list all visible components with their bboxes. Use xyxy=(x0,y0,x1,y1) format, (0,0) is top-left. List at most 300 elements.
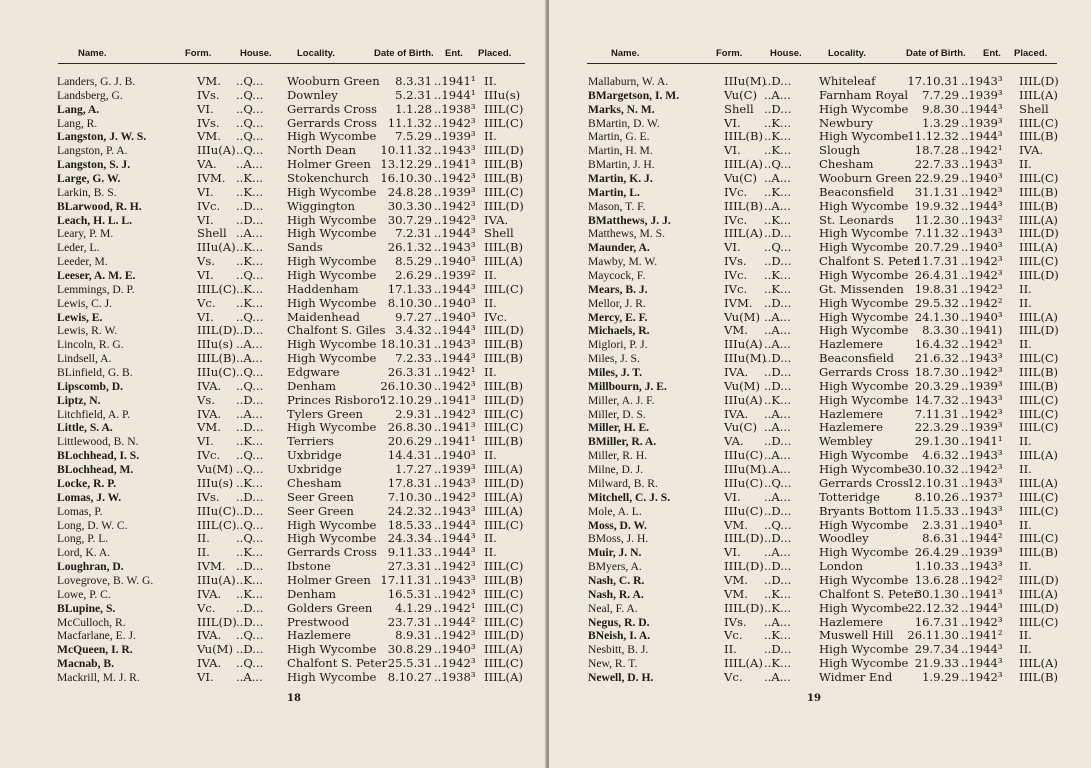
cell-ent: ..1943³ xyxy=(961,226,1003,241)
cell-form: IIIu(C) xyxy=(724,503,764,518)
cell-placed: II. xyxy=(484,74,497,88)
table-row xyxy=(549,158,1091,172)
cell-locality: North Dean xyxy=(287,143,357,158)
cell-ent: ..1939³ xyxy=(961,545,1003,560)
cell-form: IIIu(M) xyxy=(724,351,767,366)
table-row xyxy=(0,532,547,546)
cell-dob: 21.9.33 xyxy=(914,656,959,671)
cell-dob: 8.6.31 xyxy=(922,531,959,546)
cell-dob: 11.7.31 xyxy=(914,254,959,269)
table-row xyxy=(0,103,547,117)
cell-name: New, R. T. xyxy=(588,657,638,671)
cell-locality: Tylers Green xyxy=(287,406,364,421)
cell-placed: II. xyxy=(1019,628,1032,643)
cell-ent: ..1944³ xyxy=(961,198,1003,213)
header-ent: Ent. xyxy=(445,48,463,59)
cell-form: VM. xyxy=(724,586,748,601)
cell-placed: IIIL(C) xyxy=(484,614,524,629)
cell-placed: IIIL(B) xyxy=(1019,129,1059,144)
cell-house: ..Q... xyxy=(236,365,264,380)
cell-placed: IIIL(D) xyxy=(1019,600,1059,615)
cell-placed: IVc. xyxy=(484,309,508,324)
cell-form: IVs. xyxy=(724,254,747,269)
cell-name: BLochhead, M. xyxy=(57,463,134,477)
cell-placed: IIIL(B) xyxy=(484,434,524,449)
cell-name: Mears, B. J. xyxy=(588,282,648,296)
cell-ent: ..1942³ xyxy=(434,489,476,504)
cell-dob: 16.7.31 xyxy=(914,614,959,629)
cell-ent: ..1942³ xyxy=(961,337,1003,352)
table-row xyxy=(549,532,1091,546)
cell-placed: IIIL(A) xyxy=(1019,448,1058,463)
cell-name: BMoss, J. H. xyxy=(588,532,649,546)
cell-name: BMatthews, J. J. xyxy=(588,213,671,227)
cell-locality: Stokenchurch xyxy=(287,171,369,186)
cell-name: Mason, T. F. xyxy=(588,199,646,213)
table-row xyxy=(549,602,1091,616)
cell-name: Mallaburn, W. A. xyxy=(588,75,669,88)
cell-dob: 29.1.30 xyxy=(914,434,959,449)
table-row xyxy=(0,283,547,297)
cell-locality: Golders Green xyxy=(287,600,373,615)
cell-placed: IIIL(C) xyxy=(1019,115,1059,130)
cell-name: Lang, R. xyxy=(57,116,98,130)
cell-form: IIIu(C) xyxy=(197,365,237,380)
cell-house: ..K... xyxy=(764,129,792,144)
cell-locality: Gerrards Cross xyxy=(819,475,910,490)
cell-form: Vu(C) xyxy=(724,420,758,435)
cell-placed: II. xyxy=(1019,281,1032,296)
cell-placed: IIIL(C) xyxy=(1019,351,1059,366)
cell-form: IVA. xyxy=(724,406,749,421)
cell-house: ..A... xyxy=(764,198,791,213)
cell-form: VI. xyxy=(724,115,741,130)
cell-dob: 22.12.32 xyxy=(907,600,959,615)
cell-name: Langston, S. J. xyxy=(57,158,131,172)
header-name: Name. xyxy=(78,48,107,59)
cell-name: BLinfield, G. B. xyxy=(57,366,133,380)
table-row xyxy=(0,75,547,89)
cell-placed: IIIL(C) xyxy=(484,559,524,574)
cell-name: Lomas, J. W. xyxy=(57,490,122,504)
cell-house: ..Q... xyxy=(236,309,264,324)
cell-house: ..D... xyxy=(764,559,792,574)
cell-dob: 8.5.29 xyxy=(395,254,432,269)
cell-placed: II. xyxy=(484,448,497,463)
cell-house: ..A... xyxy=(236,337,263,352)
cell-form: IIIu(s) xyxy=(197,475,234,490)
cell-name: Nash, C. R. xyxy=(588,573,645,587)
cell-placed: IIIL(C) xyxy=(1019,614,1059,629)
cell-locality: Muswell Hill xyxy=(819,628,894,643)
cell-house: ..Q... xyxy=(236,87,264,102)
cell-locality: High Wycombe xyxy=(819,656,909,671)
cell-dob: 12.10.29 xyxy=(380,392,432,407)
cell-ent: ..1942² xyxy=(961,295,1003,310)
cell-placed: IIIL(A) xyxy=(1019,240,1058,255)
table-row xyxy=(0,560,547,574)
cell-house: ..D... xyxy=(764,642,792,657)
table-row xyxy=(0,89,547,103)
cell-name: BNeish, I. A. xyxy=(588,629,651,643)
cell-locality: High Wycombe xyxy=(819,129,909,144)
cell-placed: IIIL(B) xyxy=(484,572,524,587)
cell-dob: 11.2.30 xyxy=(914,212,959,227)
cell-dob: 29.5.32 xyxy=(914,295,959,310)
cell-ent: ..1941³ xyxy=(961,586,1003,601)
cell-name: McCulloch, R. xyxy=(57,615,126,629)
cell-name: Muir, J. N. xyxy=(588,546,642,560)
table-row xyxy=(549,297,1091,311)
cell-house: ..D... xyxy=(764,351,792,366)
table-row xyxy=(0,200,547,214)
cell-house: ..A... xyxy=(764,614,791,629)
cell-locality: Chalfont S. Giles xyxy=(287,323,386,338)
table-row xyxy=(0,172,547,186)
cell-placed: IIIL(A) xyxy=(484,254,523,269)
cell-name: Littlewood, B. N. xyxy=(57,435,139,449)
cell-form: IVA. xyxy=(197,628,222,643)
cell-name: Miles, J. T. xyxy=(588,366,642,380)
cell-house: ..A... xyxy=(764,489,791,504)
cell-locality: Widmer End xyxy=(819,669,893,684)
cell-placed: IIIL(A) xyxy=(484,503,523,518)
cell-locality: High Wycombe xyxy=(819,198,909,213)
table-row xyxy=(0,616,547,630)
table-row xyxy=(549,491,1091,505)
cell-locality: High Wycombe xyxy=(819,448,909,463)
cell-dob: 10.11.32 xyxy=(380,143,432,158)
table-row xyxy=(0,352,547,366)
cell-dob: 17.8.31 xyxy=(387,475,432,490)
cell-ent: ..1942² xyxy=(961,572,1003,587)
cell-dob: 7.2.33 xyxy=(395,351,432,366)
cell-house: ..Q... xyxy=(236,129,264,144)
table-row xyxy=(549,283,1091,297)
cell-form: IIIL(D) xyxy=(724,600,764,615)
cell-ent: ..1941) xyxy=(961,323,1003,338)
cell-dob: 9.7.27 xyxy=(395,309,432,324)
cell-dob: 22.7.33 xyxy=(914,157,959,172)
cell-form: Vu(M) xyxy=(197,642,234,657)
table-row xyxy=(549,643,1091,657)
table-row xyxy=(0,130,547,144)
cell-placed: IIIL(B) xyxy=(1019,184,1059,199)
cell-ent: ..1944¹ xyxy=(434,87,476,102)
cell-ent: ..1942³ xyxy=(961,365,1003,380)
cell-dob: 4.6.32 xyxy=(922,448,959,463)
table-row xyxy=(0,671,547,685)
page-number: 19 xyxy=(807,693,821,704)
cell-locality: High Wycombe xyxy=(287,295,377,310)
header-name: Name. xyxy=(611,48,640,59)
cell-dob: 26.4.31 xyxy=(914,268,959,283)
cell-house: ..A... xyxy=(764,406,791,421)
cell-house: ..D... xyxy=(236,614,264,629)
cell-dob: 20.7.29 xyxy=(914,240,959,255)
cell-dob: 30.7.29 xyxy=(387,212,432,227)
cell-form: VI. xyxy=(724,545,741,560)
cell-dob: 7.5.29 xyxy=(395,129,432,144)
cell-dob: 18.5.33 xyxy=(387,517,432,532)
cell-name: Lindsell, A. xyxy=(57,352,112,366)
cell-dob: 26.3.31 xyxy=(387,365,432,380)
cell-form: IVA. xyxy=(197,656,222,671)
cell-locality: High Wycombe xyxy=(287,642,377,657)
cell-house: ..Q... xyxy=(236,517,264,532)
cell-form: VI. xyxy=(197,212,214,227)
cell-house: ..K... xyxy=(236,434,264,449)
cell-form: IVs. xyxy=(197,87,220,102)
cell-house: ..A... xyxy=(236,669,263,684)
table-row xyxy=(0,117,547,131)
table-row xyxy=(549,338,1091,352)
cell-form: IVM. xyxy=(197,559,226,574)
cell-house: ..D... xyxy=(764,378,792,393)
table-row xyxy=(0,546,547,560)
cell-dob: 7.11.31 xyxy=(914,406,959,421)
cell-house: ..K... xyxy=(236,572,264,587)
cell-placed: II. xyxy=(1019,337,1032,352)
table-row xyxy=(549,629,1091,643)
cell-house: ..D... xyxy=(236,489,264,504)
cell-house: ..D... xyxy=(236,212,264,227)
cell-house: ..K... xyxy=(764,268,792,283)
cell-locality: Hazlemere xyxy=(819,406,883,421)
cell-locality: Wooburn Green xyxy=(819,171,912,186)
cell-house: ..K... xyxy=(236,545,264,560)
cell-locality: High Wycombe xyxy=(819,378,909,393)
cell-form: Vc. xyxy=(724,628,743,643)
cell-locality: High Wycombe xyxy=(287,268,377,283)
cell-locality: Hazlemere xyxy=(819,614,883,629)
table-row xyxy=(0,366,547,380)
cell-house: ..K... xyxy=(236,475,264,490)
cell-ent: ..1944³ xyxy=(961,642,1003,657)
cell-name: Litchfield, A. P. xyxy=(57,407,131,421)
cell-form: IIIL(C) xyxy=(197,281,237,296)
cell-form: IIIu(A) xyxy=(724,392,763,407)
cell-dob: 7.10.30 xyxy=(387,489,432,504)
cell-ent: ..1944³ xyxy=(434,531,476,546)
cell-name: Mackrill, M. J. R. xyxy=(57,670,140,684)
cell-placed: IIIL(A) xyxy=(1019,475,1058,490)
cell-placed: IIIL(A) xyxy=(1019,309,1058,324)
cell-form: IIIu(C) xyxy=(724,448,764,463)
table-row xyxy=(0,449,547,463)
cell-dob: 2.3.31 xyxy=(922,517,959,532)
cell-ent: ..1943³ xyxy=(434,475,476,490)
cell-locality: Holmer Green xyxy=(287,157,371,172)
cell-name: Locke, R. P. xyxy=(57,476,117,490)
header-locality: Locality. xyxy=(828,48,866,59)
cell-name: Milne, D. J. xyxy=(588,463,644,477)
cell-placed: IIIL(C) xyxy=(484,184,524,199)
cell-placed: IIIL(C) xyxy=(484,406,524,421)
cell-form: IIIu(A) xyxy=(197,240,236,255)
cell-form: Shell xyxy=(197,226,227,241)
cell-dob: 24.3.34 xyxy=(387,531,432,546)
cell-name: Lewis, E. xyxy=(57,310,103,324)
cell-form: VI. xyxy=(197,268,214,283)
cell-house: ..Q... xyxy=(764,240,792,255)
cell-name: Millbourn, J. E. xyxy=(588,379,667,393)
cell-name: Nash, R. A. xyxy=(588,587,644,601)
cell-placed: IIIL(B) xyxy=(1019,365,1059,380)
cell-dob: 24.1.30 xyxy=(914,309,959,324)
cell-house: ..Q... xyxy=(236,378,264,393)
cell-name: Long, D. W. C. xyxy=(57,518,128,532)
cell-dob: 8.3.31 xyxy=(395,74,432,88)
table-row xyxy=(0,602,547,616)
cell-ent: ..1940³ xyxy=(434,448,476,463)
cell-locality: Bryants Bottom xyxy=(819,503,912,518)
cell-placed: IIIL(C) xyxy=(484,281,524,296)
cell-dob: 18.10.31 xyxy=(380,337,432,352)
cell-house: ..Q... xyxy=(236,115,264,130)
cell-locality: Seer Green xyxy=(287,489,354,504)
cell-placed: IIIL(B) xyxy=(1019,669,1059,684)
table-row xyxy=(0,255,547,269)
cell-dob: 17.1.33 xyxy=(387,281,432,296)
cell-dob: 26.10.30 xyxy=(380,378,432,393)
cell-house: ..Q... xyxy=(236,531,264,546)
cell-name: Leary, P. M. xyxy=(57,227,114,241)
cell-locality: High Wycombe xyxy=(819,642,909,657)
cell-dob: 3.4.32 xyxy=(395,323,432,338)
cell-dob: 24.2.32 xyxy=(387,503,432,518)
cell-locality: Chalfont S. Peter xyxy=(819,254,920,269)
cell-locality: Gerrards Cross xyxy=(287,115,378,130)
cell-ent: ..1939³ xyxy=(434,462,476,477)
table-row xyxy=(0,311,547,325)
cell-locality: Gt. Missenden xyxy=(819,281,904,296)
cell-form: IVc. xyxy=(197,198,221,213)
cell-name: Liptz, N. xyxy=(57,393,101,407)
cell-locality: High Wycombe xyxy=(819,545,909,560)
cell-placed: II. xyxy=(484,295,497,310)
cell-ent: ..1942³ xyxy=(434,378,476,393)
cell-dob: 20.3.29 xyxy=(914,378,959,393)
cell-dob: 4.1.29 xyxy=(395,600,432,615)
cell-ent: ..1942³ xyxy=(434,198,476,213)
cell-ent: ..1940³ xyxy=(434,295,476,310)
cell-locality: Chesham xyxy=(287,475,342,490)
cell-ent: ..1942³ xyxy=(434,406,476,421)
cell-locality: Haddenham xyxy=(287,281,359,296)
cell-name: BLupine, S. xyxy=(57,601,116,615)
cell-dob: 27.3.31 xyxy=(387,559,432,574)
cell-house: ..D... xyxy=(236,420,264,435)
table-row xyxy=(0,269,547,283)
cell-ent: ..1942¹ xyxy=(434,600,476,615)
cell-ent: ..1941¹ xyxy=(434,434,476,449)
cell-ent: ..1942³ xyxy=(434,656,476,671)
cell-name: Martin, L. xyxy=(588,185,640,199)
cell-name: Mitchell, C. J. S. xyxy=(588,490,671,504)
table-row xyxy=(0,463,547,477)
cell-name: BMiller, R. A. xyxy=(588,435,657,449)
cell-locality: Whiteleaf xyxy=(819,74,876,88)
cell-placed: II. xyxy=(1019,517,1032,532)
table-row xyxy=(0,297,547,311)
cell-name: Moss, D. W. xyxy=(588,518,647,532)
cell-placed: IIIL(A) xyxy=(484,669,523,684)
cell-name: Mawby, M. W. xyxy=(588,255,658,269)
cell-ent: ..1942³ xyxy=(961,462,1003,477)
cell-dob: 7.7.29 xyxy=(922,87,959,102)
cell-dob: 18.7.28 xyxy=(914,143,959,158)
header-house: House. xyxy=(770,48,802,59)
cell-house: ..K... xyxy=(764,212,792,227)
cell-form: IVA. xyxy=(197,586,222,601)
cell-form: IVs. xyxy=(724,614,747,629)
roster-list xyxy=(0,75,547,685)
cell-locality: Downley xyxy=(287,87,338,102)
cell-locality: High Wycombe xyxy=(287,254,377,269)
cell-placed: IIIL(C) xyxy=(1019,406,1059,421)
cell-name: Larkin, B. S. xyxy=(57,185,117,199)
cell-placed: IIIL(C) xyxy=(484,115,524,130)
cell-form: Vc. xyxy=(197,295,216,310)
cell-form: IVs. xyxy=(197,115,220,130)
table-row xyxy=(0,380,547,394)
cell-name: Loughran, D. xyxy=(57,560,124,574)
cell-name: Macfarlane, E. J. xyxy=(57,629,136,643)
cell-placed: IIIL(B) xyxy=(484,351,524,366)
cell-name: Long, P. L. xyxy=(57,532,109,546)
table-row xyxy=(0,643,547,657)
cell-form: Shell xyxy=(724,101,754,116)
cell-house: ..K... xyxy=(764,143,792,158)
cell-placed: IIIL(C) xyxy=(1019,503,1059,518)
cell-house: ..Q... xyxy=(236,628,264,643)
cell-ent: ..1944³ xyxy=(434,545,476,560)
cell-locality: Ibstone xyxy=(287,559,331,574)
table-row xyxy=(549,311,1091,325)
cell-ent: ..1942³ xyxy=(961,254,1003,269)
table-row xyxy=(0,421,547,435)
cell-name: Mellor, J. R. xyxy=(588,296,646,310)
cell-name: Lang, A. xyxy=(57,102,100,116)
cell-dob: 2.9.31 xyxy=(395,406,432,421)
cell-house: ..K... xyxy=(764,586,792,601)
cell-dob: 25.5.31 xyxy=(387,656,432,671)
cell-name: Lowe, P. C. xyxy=(57,587,111,601)
cell-ent: ..1943³ xyxy=(961,448,1003,463)
cell-form: VI. xyxy=(197,434,214,449)
cell-name: Marks, N. M. xyxy=(588,102,655,116)
table-row xyxy=(0,241,547,255)
cell-house: ..K... xyxy=(764,281,792,296)
cell-ent: ..1942³ xyxy=(961,281,1003,296)
cell-house: ..D... xyxy=(764,531,792,546)
cell-name: BLochhead, I. S. xyxy=(57,449,140,463)
table-row xyxy=(549,255,1091,269)
cell-name: Leach, H. L. L. xyxy=(57,213,133,227)
cell-locality: Denham xyxy=(287,586,336,601)
cell-locality: High Wycombe xyxy=(819,600,909,615)
table-row xyxy=(549,463,1091,477)
cell-name: Lewis, R. W. xyxy=(57,324,118,338)
cell-placed: IIIL(C) xyxy=(1019,254,1059,269)
cell-form: VI. xyxy=(724,143,741,158)
cell-locality: Sands xyxy=(287,240,323,255)
cell-placed: Shell xyxy=(484,226,514,241)
cell-placed: IIIL(B) xyxy=(484,157,524,172)
cell-locality: High Wycombe xyxy=(287,129,377,144)
cell-dob: 12.10.31 xyxy=(907,475,959,490)
